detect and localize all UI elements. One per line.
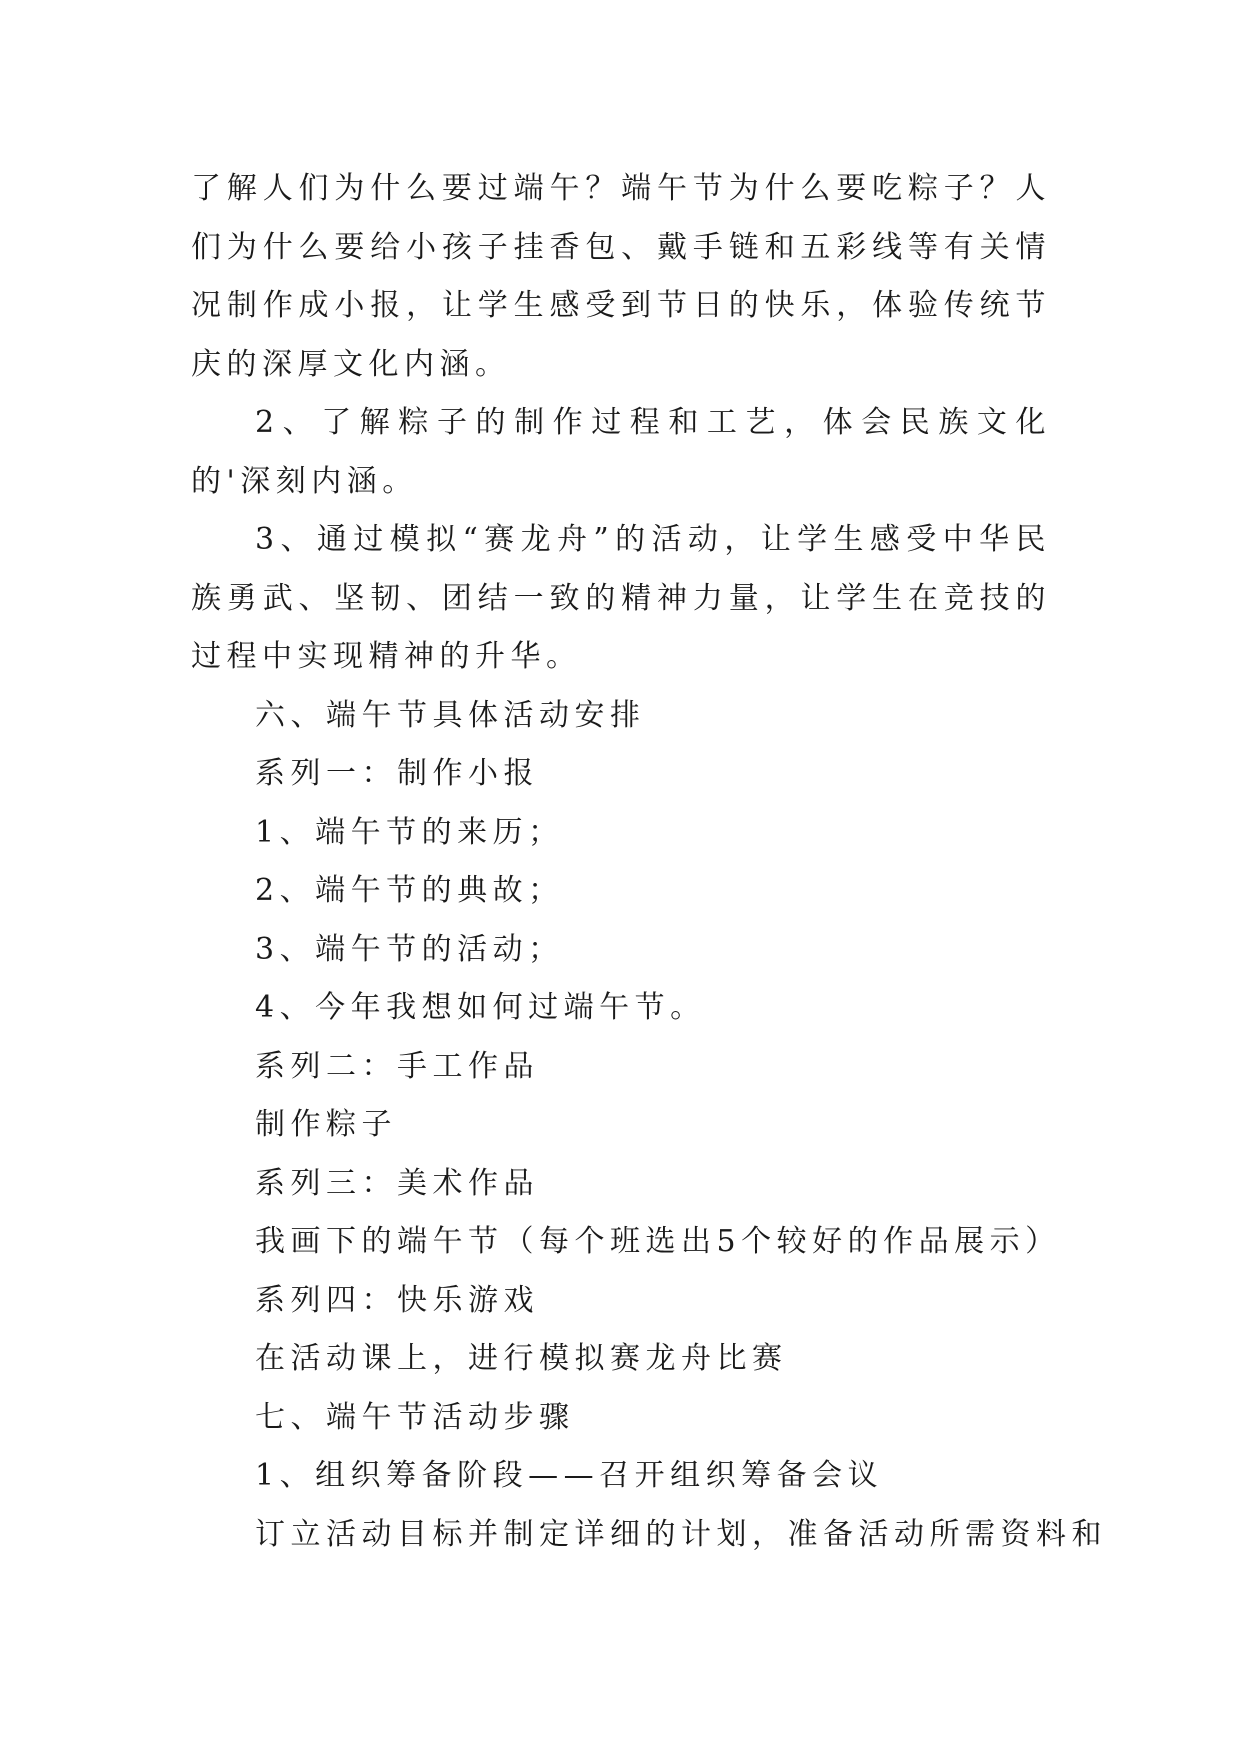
series-3-content: 我画下的端午节（每个班选出5个较好的作品展示）	[255, 1224, 1061, 1259]
series-3-heading: 系列三：美术作品	[255, 1165, 539, 1201]
list-item: 1、端午节的来历；	[255, 814, 564, 850]
step-1-heading: 1、组织筹备阶段——召开组织筹备会议	[255, 1458, 884, 1493]
section-heading-6: 六、端午节具体活动安排	[255, 697, 646, 733]
document-page	[191, 160, 1107, 1564]
series-1-heading: 系列一：制作小报	[255, 756, 539, 791]
list-item: 2、端午节的典故；	[255, 873, 564, 908]
series-4-heading: 系列四：快乐游戏	[255, 1282, 539, 1318]
paragraph-goal-3: 3、通过模拟“赛龙舟”的活动，让学生感受中华民族勇武、坚韧、团结一致的精神力量，让学生在竞技的过程中实现精神的升华。	[191, 522, 1051, 674]
section-heading-7: 七、端午节活动步骤	[255, 1399, 575, 1435]
series-2-heading: 系列二：手工作品	[255, 1048, 539, 1084]
paragraph-goal-2: 2、了解粽子的制作过程和工艺，体会民族文化的'深刻内涵。	[191, 405, 1051, 499]
series-4-content: 在活动课上，进行模拟赛龙舟比赛	[255, 1341, 788, 1376]
paragraph-intro: 了解人们为什么要过端午？端午节为什么要吃粽子？人们为什么要给小孩子挂香包、戴手链和五彩线等有关情况制作成小报，让学生感受到节日的快乐，体验传统节庆的深厚文化内涵。	[191, 171, 1051, 382]
series-2-content: 制作粽子	[255, 1107, 397, 1142]
list-item: 4、今年我想如何过端午节。	[255, 990, 706, 1025]
step-1-content: 订立活动目标并制定详细的计划，准备活动所需资料和	[255, 1516, 1107, 1552]
list-item: 3、端午节的活动；	[255, 931, 564, 967]
